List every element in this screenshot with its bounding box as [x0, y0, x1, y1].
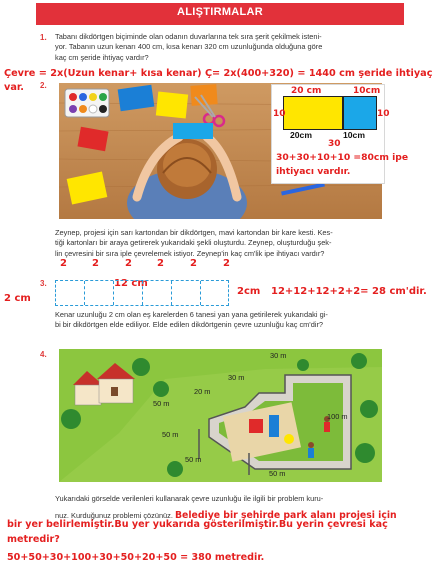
question-1-line: yor. Tabanın uzun kenarı 400 cm, kısa kenarı 320 cm uzunluğunda olduğuna göre [55, 42, 323, 52]
square-side-label: 2 [125, 258, 132, 269]
question-1-answer-line-1: Çevre = 2x(Uzun kenar+ kısa kenar) Ç= 2x(400+320) = 1440 cm şeride ihtiyaç [4, 68, 433, 79]
square-divider [84, 281, 85, 305]
question-3-number: 3. [40, 279, 47, 288]
square-divider [171, 281, 172, 305]
shape-bottom-left-label: 20cm [290, 130, 312, 140]
shape-left-label: 10 [273, 109, 286, 119]
exercises-title: ALIŞTIRMALAR [176, 6, 264, 18]
question-3-line: bi bir dikdörtgen elde ediliyor. Elde edilen dikdörtgenin çevre uzunluğu kaç cm'dir? [55, 320, 324, 330]
question-4-answer-line-1: Belediye bir şehirde park alanı projesi için [174, 510, 397, 521]
map-label-lower-left: 50 m [162, 430, 179, 439]
square-divider [142, 281, 143, 305]
map-label-top: 30 m [270, 351, 287, 360]
map-label-inner-left: 30 m [228, 373, 245, 382]
square-side-label: 2 [92, 258, 99, 269]
rectangle-right-label: 2cm [237, 286, 261, 297]
question-3-line: Kenar uzunluğu 2 cm olan eş karelerden 6 tanesi yan yana getirilerek yukarıdaki gi- [55, 310, 328, 319]
question-1-answer-line-2: var. [4, 82, 24, 93]
question-3-top-labels [43, 258, 273, 272]
shape-below-label: 30 [328, 139, 341, 149]
question-2-text [55, 228, 405, 259]
square-side-label: 2 [60, 258, 67, 269]
question-3-answer: 12+12+12+2+2= 28 cm'dir. [271, 286, 427, 297]
question-1-line: Tabanı dikdörtgen biçiminde olan odanın duvarlarına tek sıra şerit çekilmek isteni- [55, 32, 322, 41]
map-label-right: 100 m [327, 412, 348, 421]
yellow-rectangle [283, 96, 343, 130]
map-label-bottom-left: 50 m [185, 455, 202, 464]
question-1-text [55, 32, 405, 63]
question-4-answer-line-2: bir yer belirlemiştir.Bu yer yukarıda gösterilmiştir.Bu yerin çevresi kaç [7, 519, 388, 530]
question-2-answer-line-2: ihtiyacı vardır. [276, 166, 351, 177]
square-divider [113, 281, 114, 305]
square-divider [200, 281, 201, 305]
map-label-upper-left: 20 m [194, 387, 211, 396]
six-squares-rectangle [55, 280, 229, 306]
square-side-label: 2 [157, 258, 164, 269]
question-2-line: lin çevresini bir sıra iple çevrelemek istiyor. Zeynep'in kaç cm'lik ipe ihtiyacı vardır? [55, 248, 325, 258]
question-4-answer-line-3: metredir? [7, 534, 60, 545]
question-4-number: 4. [40, 350, 47, 359]
shape-bottom-right-label: 10cm [343, 130, 365, 140]
question-2-answer-line-1: 30+30+10+10 =80cm ipe [276, 152, 409, 163]
question-2-line: tiği kartonları bir araya getirerek yukarıdaki şekli oluşturdu. Zeynep, oluşturduğu şek- [55, 238, 332, 248]
question-1-line: kaç cm şeride ihtiyaç vardır? [55, 52, 149, 62]
question-1-number: 1. [40, 33, 47, 42]
map-label-bottom-right: 50 m [269, 469, 286, 478]
question-2-number: 2. [40, 81, 47, 90]
exercises-header-bar [36, 3, 404, 25]
square-side-label: 2 [223, 258, 230, 269]
rectangle-left-label: 2 cm [4, 293, 31, 304]
shape-top-right-label: 10cm [353, 86, 381, 96]
shape-right-label: 10 [377, 109, 390, 119]
square-side-label: 2 [190, 258, 197, 269]
question-4-line-1: Yukarıdaki görselde verilenleri kullanarak çevre uzunluğu ile ilgili bir problem kuru- [55, 494, 324, 503]
question-3-text [55, 310, 405, 331]
map-label-left: 50 m [153, 399, 170, 408]
question-2-line: Zeynep, projesi için sarı kartondan bir dikdörtgen, mavi kartondan bir kare kesti. Kes- [55, 228, 333, 237]
question-4-answer-line-4: 50+50+30+100+30+50+20+50 = 380 metredir. [7, 552, 265, 563]
shape-top-left-label: 20 cm [291, 86, 322, 96]
rectangle-length-label: 12 cm [114, 278, 148, 289]
blue-square [343, 96, 377, 130]
question-4-line-2-text: nuz. Kurduğunuz problemi çözünüz. [55, 511, 175, 520]
